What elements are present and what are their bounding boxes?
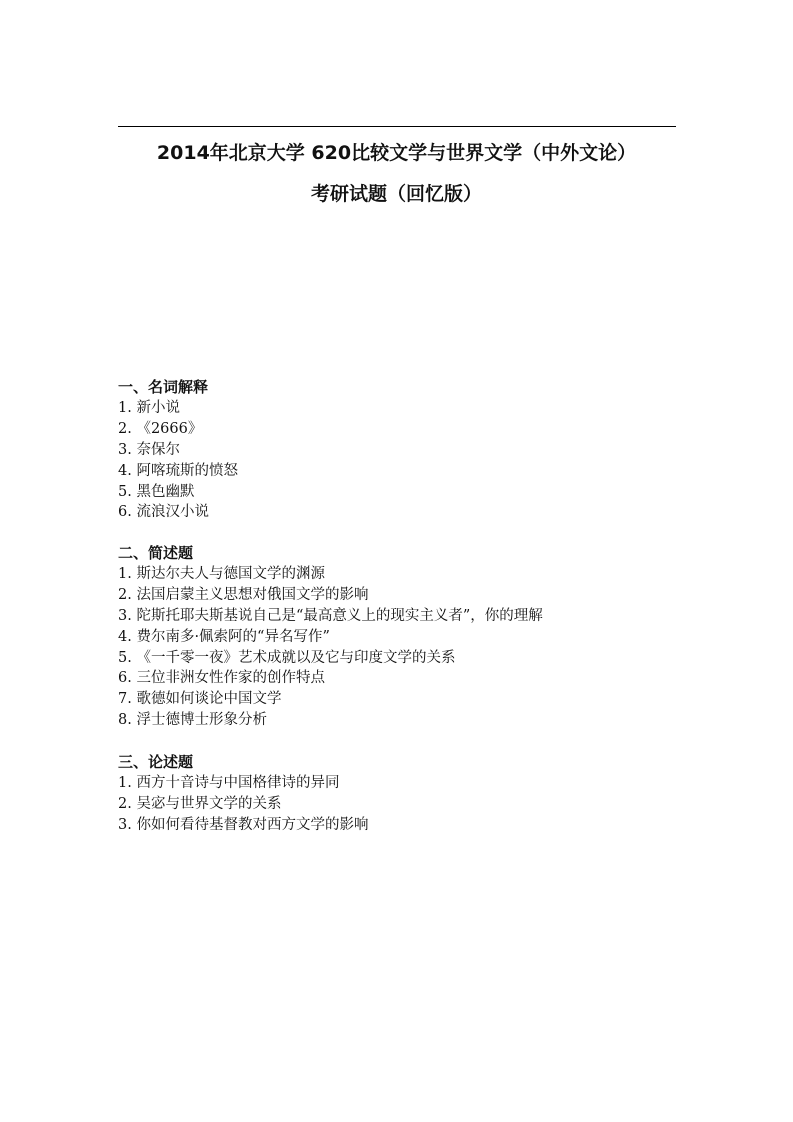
section-short-answer xyxy=(118,543,543,731)
question-item: 2. 《2666》 xyxy=(118,420,203,437)
document-title: 2014年北京大学 620比较文学与世界文学（中外文论） xyxy=(156,142,637,164)
document-subtitle: 考研试题（回忆版） xyxy=(310,183,482,205)
question-item: 6. 三位非洲女性作家的创作特点 xyxy=(118,670,325,687)
section-heading: 三、论述题 xyxy=(118,753,194,771)
question-item: 1. 西方十音诗与中国格律诗的异同 xyxy=(118,774,340,791)
question-item: 5. 黑色幽默 xyxy=(118,483,195,500)
question-item: 3. 你如何看待基督教对西方文学的影响 xyxy=(118,816,369,833)
question-item: 3. 陀斯托耶夫斯基说自己是“最高意义上的现实主义者”，你的理解 xyxy=(118,607,543,624)
section-term-explanation xyxy=(118,377,238,523)
question-item: 4. 阿喀琉斯的愤怒 xyxy=(118,462,238,479)
question-item: 7. 歌德如何谈论中国文学 xyxy=(118,691,282,708)
question-item: 2. 法国启蒙主义思想对俄国文学的影响 xyxy=(118,586,369,603)
section-heading: 一、名词解释 xyxy=(118,378,209,396)
question-item: 8. 浮士德博士形象分析 xyxy=(118,712,267,729)
question-item: 4. 费尔南多·佩索阿的“异名写作” xyxy=(118,628,330,645)
question-item: 6. 流浪汉小说 xyxy=(118,504,209,521)
question-item: 2. 吴宓与世界文学的关系 xyxy=(118,795,282,812)
header-rule xyxy=(118,126,676,127)
section-heading: 二、简述题 xyxy=(118,544,194,562)
question-item: 3. 奈保尔 xyxy=(118,441,180,458)
section-essay xyxy=(118,752,368,836)
question-item: 5. 《一千零一夜》艺术成就以及它与印度文学的关系 xyxy=(118,649,456,666)
question-item: 1. 斯达尔夫人与德国文学的渊源 xyxy=(118,565,325,582)
question-item: 1. 新小说 xyxy=(118,399,180,416)
